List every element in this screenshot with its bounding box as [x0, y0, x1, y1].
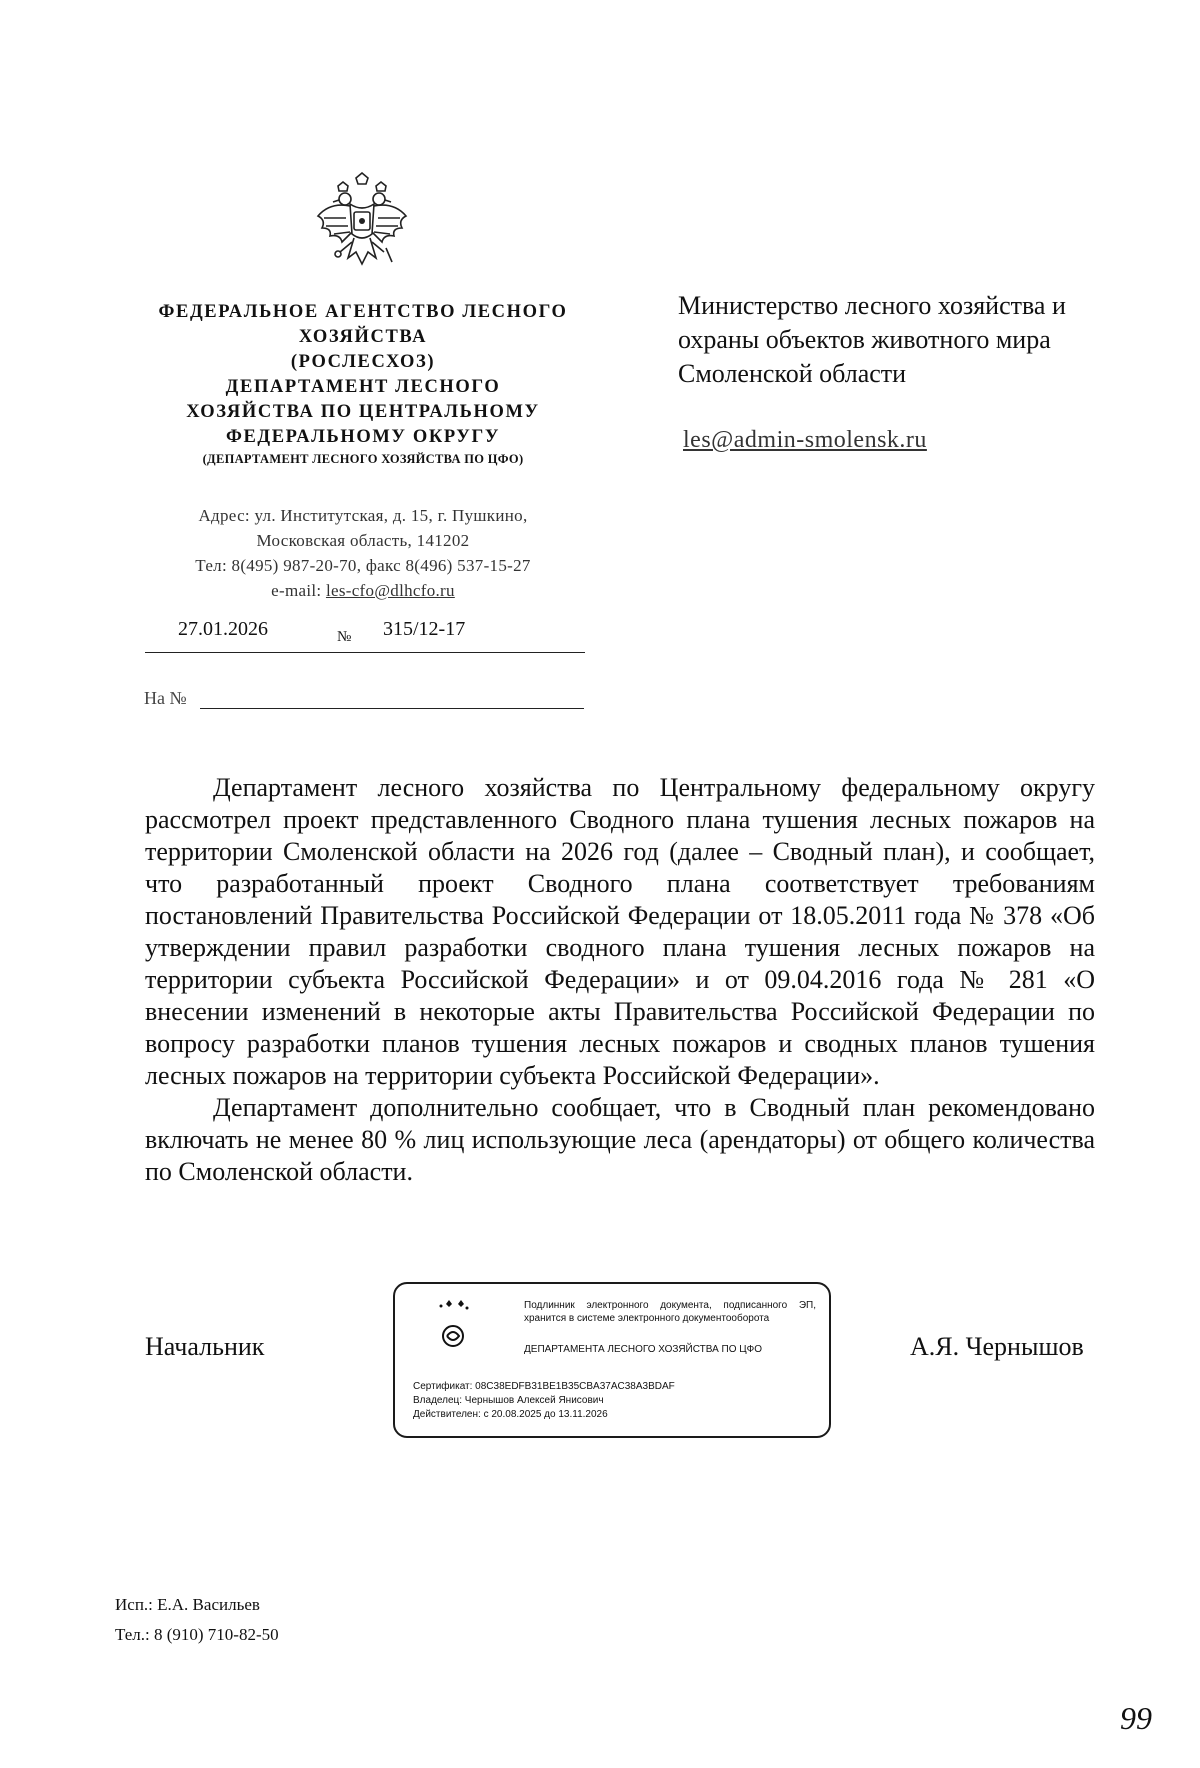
org-line-1: ФЕДЕРАЛЬНОЕ АГЕНТСТВО ЛЕСНОГО [158, 302, 568, 322]
body-paragraph-2: Департамент дополнительно сообщает, что в Сводный план рекомендовано включать не менее 80 % лиц использующие леса (арендаторы) от общего количества по Смоленской области. [145, 1093, 1095, 1186]
stamp-certificate: Сертификат: 08C38EDFB31BE1B35CBA37AC38A3BDAF [413, 1381, 675, 1392]
recipient-line-3: Смоленской области [678, 359, 907, 388]
address-line-2: Московская область, 141202 [256, 531, 470, 550]
org-line-4: ДЕПАРТАМЕНТ ЛЕСНОГО [225, 377, 501, 397]
electronic-signature-stamp [393, 1282, 831, 1438]
sender-address-block [128, 503, 598, 603]
recipient-email-link[interactable]: les@admin-smolensk.ru [683, 427, 927, 453]
registration-number: 315/12-17 [383, 618, 466, 640]
document-date: 27.01.2026 [178, 618, 268, 640]
coat-of-arms-emblem [312, 172, 412, 282]
stamp-notice: Подлинник электронного документа, подписанного ЭП, хранится в системе электронного документооборота [524, 1300, 816, 1324]
stamp-validity: Действителен: с 20.08.2025 до 13.11.2026 [413, 1409, 608, 1420]
org-abbreviation: (ДЕПАРТАМЕНТ ЛЕСНОГО ХОЗЯЙСТВА ПО ЦФО) [202, 452, 524, 466]
signer-position: Начальник [145, 1332, 265, 1361]
email-label: e-mail: [271, 581, 322, 600]
org-line-2: ХОЗЯЙСТВА [298, 327, 428, 347]
reference-number-label: На № [144, 688, 187, 708]
executor-block [115, 1590, 279, 1650]
recipient-line-1: Министерство лесного хозяйства и [678, 291, 1066, 320]
stamp-organization: ДЕПАРТАМЕНТА ЛЕСНОГО ХОЗЯЙСТВА ПО ЦФО [524, 1344, 763, 1355]
stamp-emblem-icon [435, 1296, 473, 1350]
phone-fax-line: Тел: 8(495) 987-20-70, факс 8(496) 537-15-27 [195, 556, 531, 575]
page-number: 99 [1120, 1700, 1152, 1736]
body-paragraph-1: Департамент лесного хозяйства по Центральному федеральному округу рассмотрел проект представленного Сводного плана тушения лесных пожаров на территории Смоленской области на 2026 год (далее – Сводный план), и сообщает, что разработанный проект Сводного плана соответствует требованиям постановлений Правительства Российской Федерации от 18.05.2011 года № 378 «Об утверждении правил разработки сводного плана тушения лесных пожаров на территории субъекта Российской Федерации» и от 09.04.2016 года № 281 «О внесении изменений в некоторые акты Правительства Российской Федерации по вопросу разработки планов тушения лесных пожаров и сводных планов тушения лесных пожаров на территории субъекта Российской Федерации». [145, 773, 1095, 1090]
signer-name: А.Я. Чернышов [910, 1332, 1084, 1361]
org-line-5: ХОЗЯЙСТВА ПО ЦЕНТРАЛЬНОМУ [186, 402, 540, 422]
sender-organization [128, 300, 598, 468]
org-line-6: ФЕДЕРАЛЬНОМУ ОКРУГУ [225, 427, 501, 447]
email-line [128, 578, 598, 603]
recipient-line-2: охраны объектов животного мира [678, 325, 1051, 354]
date-number-underline [145, 652, 585, 653]
executor-name: Исп.: Е.А. Васильев [115, 1595, 260, 1614]
number-sign: № [337, 629, 352, 645]
sender-email-link[interactable]: les-cfo@dlhcfo.ru [325, 581, 455, 600]
recipient-block [678, 289, 1066, 391]
letter-body [145, 772, 1095, 1188]
stamp-owner: Владелец: Чернышов Алексей Янисович [413, 1395, 604, 1406]
reference-number-line [200, 708, 584, 709]
address-line-1: Адрес: ул. Институтская, д. 15, г. Пушкино, [198, 506, 528, 525]
org-line-3: (РОСЛЕСХОЗ) [290, 352, 436, 372]
executor-phone: Тел.: 8 (910) 710-82-50 [115, 1625, 279, 1644]
